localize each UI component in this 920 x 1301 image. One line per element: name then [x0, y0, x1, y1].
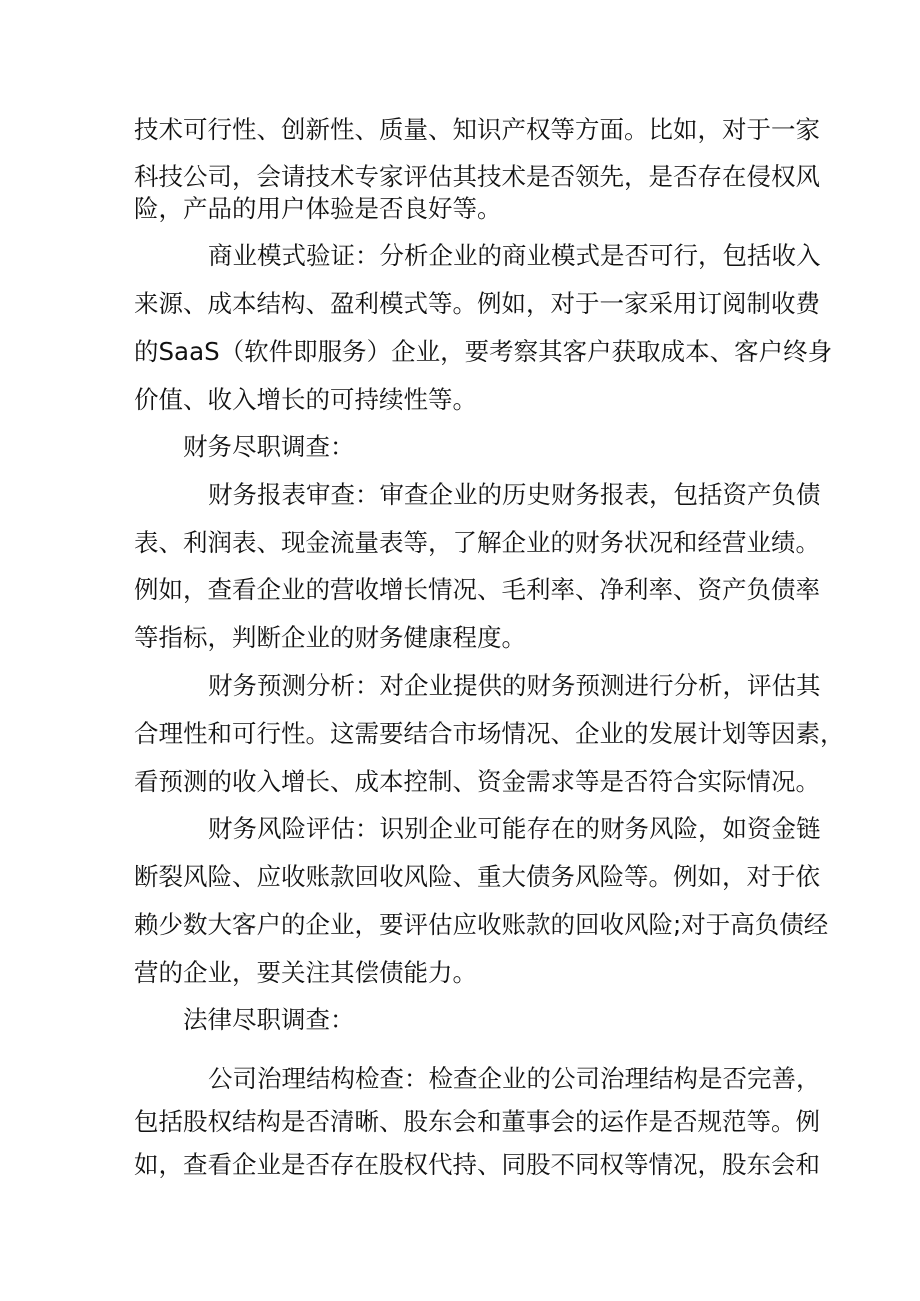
paragraph-line: 赖少数大客户的企业，要评估应收账款的回收风险;对于高负债经 — [134, 910, 829, 939]
paragraph-line: 财务报表审查：审查企业的历史财务报表，包括资产负债 — [208, 480, 821, 509]
paragraph-line: 科技公司，会请技术专家评估其技术是否领先，是否存在侵权风 — [134, 162, 820, 191]
paragraph-line: 营的企业，要关注其偿债能力。 — [134, 958, 477, 987]
paragraph-line: 财务风险评估：识别企业可能存在的财务风险，如资金链 — [208, 814, 821, 843]
paragraph-line: 如，查看企业是否存在股权代持、同股不同权等情况，股东会和 — [134, 1150, 820, 1179]
paragraph-line: 价值、收入增长的可持续性等。 — [134, 385, 477, 414]
paragraph-line: 包括股权结构是否清晰、股东会和董事会的运作是否规范等。例 — [134, 1107, 820, 1136]
paragraph-line: 来源、成本结构、盈利模式等。例如，对于一家采用订阅制收费 — [134, 289, 820, 318]
section-heading-financial: 财务尽职调查： — [183, 432, 355, 461]
paragraph-line: 断裂风险、应收账款回收风险、重大债务风险等。例如，对于依 — [134, 862, 820, 891]
paragraph-line: 例如，查看企业的营收增长情况、毛利率、净利率、资产负债率 — [134, 575, 820, 604]
paragraph-line: 险，产品的用户体验是否良好等。 — [134, 194, 502, 223]
section-heading-legal: 法律尽职调查： — [183, 1005, 355, 1034]
paragraph-line: 表、利润表、现金流量表等，了解企业的财务状况和经营业绩。 — [134, 528, 820, 557]
paragraph-line: 的SaaS（软件即服务）企业，要考察其客户获取成本、客户终身 — [134, 337, 833, 366]
paragraph-line: 等指标，判断企业的财务健康程度。 — [134, 623, 526, 652]
paragraph-line: 财务预测分析：对企业提供的财务预测进行分析，评估其 — [208, 671, 821, 700]
paragraph-line: 公司治理结构检查：检查企业的公司治理结构是否完善， — [208, 1064, 821, 1093]
paragraph-line: 看预测的收入增长、成本控制、资金需求等是否符合实际情况。 — [134, 767, 820, 796]
paragraph-line: 合理性和可行性。这需要结合市场情况、企业的发展计划等因素， — [134, 719, 845, 748]
paragraph-line: 商业模式验证：分析企业的商业模式是否可行，包括收入 — [208, 241, 821, 270]
paragraph-line: 技术可行性、创新性、质量、知识产权等方面。比如，对于一家 — [134, 115, 820, 144]
